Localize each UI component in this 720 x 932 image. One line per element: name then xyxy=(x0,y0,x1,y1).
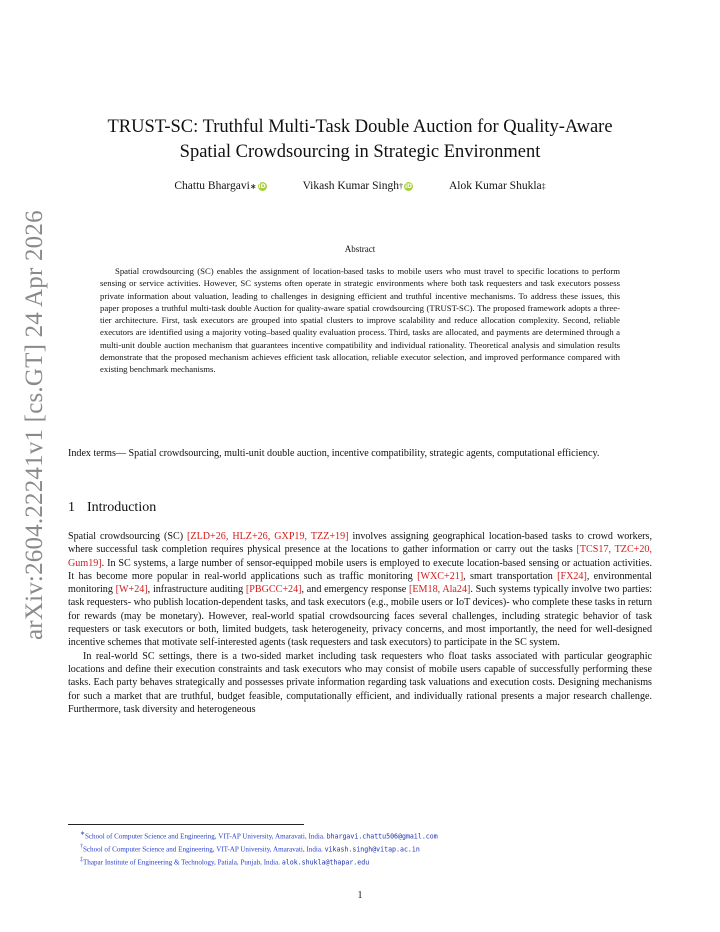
author-1 xyxy=(174,180,266,192)
affiliation-mark: ‡ xyxy=(541,181,546,191)
author-list xyxy=(68,180,652,192)
paragraph-text: , and emergency response xyxy=(301,584,410,596)
paragraph-text: Spatial crowdsourcing (SC) xyxy=(68,531,188,542)
footnote-mark: † xyxy=(80,843,83,850)
paragraph-text: involves assigning geographical location-based tasks to crowd workers, where successful task completion requires physical presence at the locations to gather information or carry out the tasks xyxy=(68,531,652,556)
author-name: Alok Kumar Shukla xyxy=(448,180,542,192)
citation-link[interactable]: [W+24] xyxy=(115,584,148,596)
page-number: 1 xyxy=(357,890,363,901)
email-link[interactable]: bhargavi.chattu506@gmail.com xyxy=(326,832,438,841)
section-title: Introduction xyxy=(87,500,157,515)
paragraph-2 xyxy=(68,650,652,716)
arxiv-identifier: arXiv:2604.22241v1 [cs.GT] 24 Apr 2026 xyxy=(21,210,48,640)
abstract-body xyxy=(100,265,620,376)
introduction-body xyxy=(68,530,652,716)
title-line-2: Spatial Crowdsourcing in Strategic Environment xyxy=(179,142,541,162)
footnote-rule xyxy=(68,824,304,825)
footnote-affiliation: Thapar Institute of Engineering & Technology, Patiala, Punjab, India. xyxy=(82,857,282,866)
index-terms: Index terms— Spatial crowdsourcing, multi-unit double auction, incentive compatibility, strategic agents, computational efficiency. xyxy=(68,448,600,459)
citation-link[interactable]: [EM18, Ala24] xyxy=(409,584,471,596)
author-3 xyxy=(449,180,546,192)
author-2 xyxy=(303,180,413,192)
paragraph-text: , smart transportation xyxy=(463,570,558,582)
citation-link[interactable]: [TCS17, TZC+20, Gum19] xyxy=(68,544,652,569)
section-number: 1 xyxy=(68,500,75,515)
footnote-affiliation: School of Computer Science and Engineering, VIT-AP University, Amaravati, India. xyxy=(82,845,325,854)
footnote-affiliation: School of Computer Science and Engineering, VIT-AP University, Amaravati, India. xyxy=(84,832,327,841)
citation-link[interactable]: [ZLD+26, HLZ+26, GXP19, TZZ+19] xyxy=(187,531,349,542)
orcid-icon[interactable]: iD xyxy=(404,182,412,190)
orcid-icon[interactable]: iD xyxy=(258,182,266,190)
paper-title xyxy=(68,115,652,165)
footnote-1 xyxy=(80,829,660,842)
email-link[interactable]: vikash.singh@vitap.ac.in xyxy=(324,845,420,854)
affiliation-mark: † xyxy=(398,181,403,191)
citation-link[interactable]: [PBGCC+24] xyxy=(245,584,302,596)
paragraph-text: , infrastructure auditing xyxy=(147,584,246,596)
section-heading xyxy=(68,500,156,516)
abstract-text: Spatial crowdsourcing (SC) enables the assignment of location-based tasks to mobile users who must travel to specific locations to perform sensing or service activities. However, SC systems often operate in strategic environments where both task requesters and task executors possess private information about valuation, leading to challenges in designing efficient and truthful incentive mechanisms. To address these issues, this paper proposes a truthful multi-task double Auction for quality-aware spatial crowdsourcing (TRUST-SC). The proposed framework adopts a three-tier architecture. First, task executors are grouped into spatial clusters to improve scalability and reduce allocation complexity. Second, reliable executors are identified using a majority voting–based quality evaluation process. Third, tasks are allocated, and payments are determined through a multi-unit double auction mechanism that guarantees incentive compatibility and individual rationality. Theoretical analysis and simulation results demonstrate that the proposed mechanism achieves efficient task allocation, reliable executor selection, and improved performance compared with existing benchmark mechanisms. xyxy=(100,266,620,375)
footnote-mark: ∗ xyxy=(80,831,85,837)
paragraph-text: . In SC systems, a large number of sensor-equipped mobile users is employed to execute location-based sensing or actuation activities. It has become more popular in real-world applications such as traffic monitoring xyxy=(68,557,652,582)
author-name: Vikash Kumar Singh xyxy=(302,180,399,192)
footnote-mark: ‡ xyxy=(80,856,83,863)
footnote-2 xyxy=(80,842,660,855)
paragraph-1 xyxy=(68,530,652,650)
footnote-3 xyxy=(80,855,660,868)
email-link[interactable]: alok.shukla@thapar.edu xyxy=(281,857,370,866)
citation-link[interactable]: [WXC+21] xyxy=(417,570,464,582)
paragraph-2-text: In real-world SC settings, there is a two-sided market including task requesters who float tasks associated with particular geographic locations and define their execution constraints and task executors who may consist of mobile users capable of successfully performing these tasks. Each party behaves strategically and possesses private information regarding task valuations and execution costs. Designing mechanisms for such a market that are truthful, budget feasible, computationally efficient, and individually rational presents a major research challenge. Furthermore, task diversity and heterogeneous xyxy=(68,650,652,715)
footnotes xyxy=(80,829,660,867)
citation-link[interactable]: [FX24] xyxy=(557,570,587,582)
paragraph-text: , environmental monitoring xyxy=(68,570,652,596)
author-name: Chattu Bhargavi xyxy=(174,180,250,192)
affiliation-mark: ∗ xyxy=(249,181,257,191)
paragraph-text: . Such systems typically involve two parties: task requesters- who publish location-dependent tasks, and task executors (e.g., mobile users or IoT devices)- who complete these tasks in return for rewards (may be monetary). However, real-world spatial crowdsourcing faces several challenges, including strategic behavior of task requesters or task executors or both, limited budgets, task heterogeneity, privacy concerns, and most importantly, the need for well-designed incentive schemes that motivate self-interested agents (task requesters and task executors) to participate in the SC system. xyxy=(68,584,653,649)
abstract-heading: Abstract xyxy=(344,244,376,254)
title-line-1: TRUST-SC: Truthful Multi-Task Double Auction for Quality-Aware xyxy=(107,117,613,137)
